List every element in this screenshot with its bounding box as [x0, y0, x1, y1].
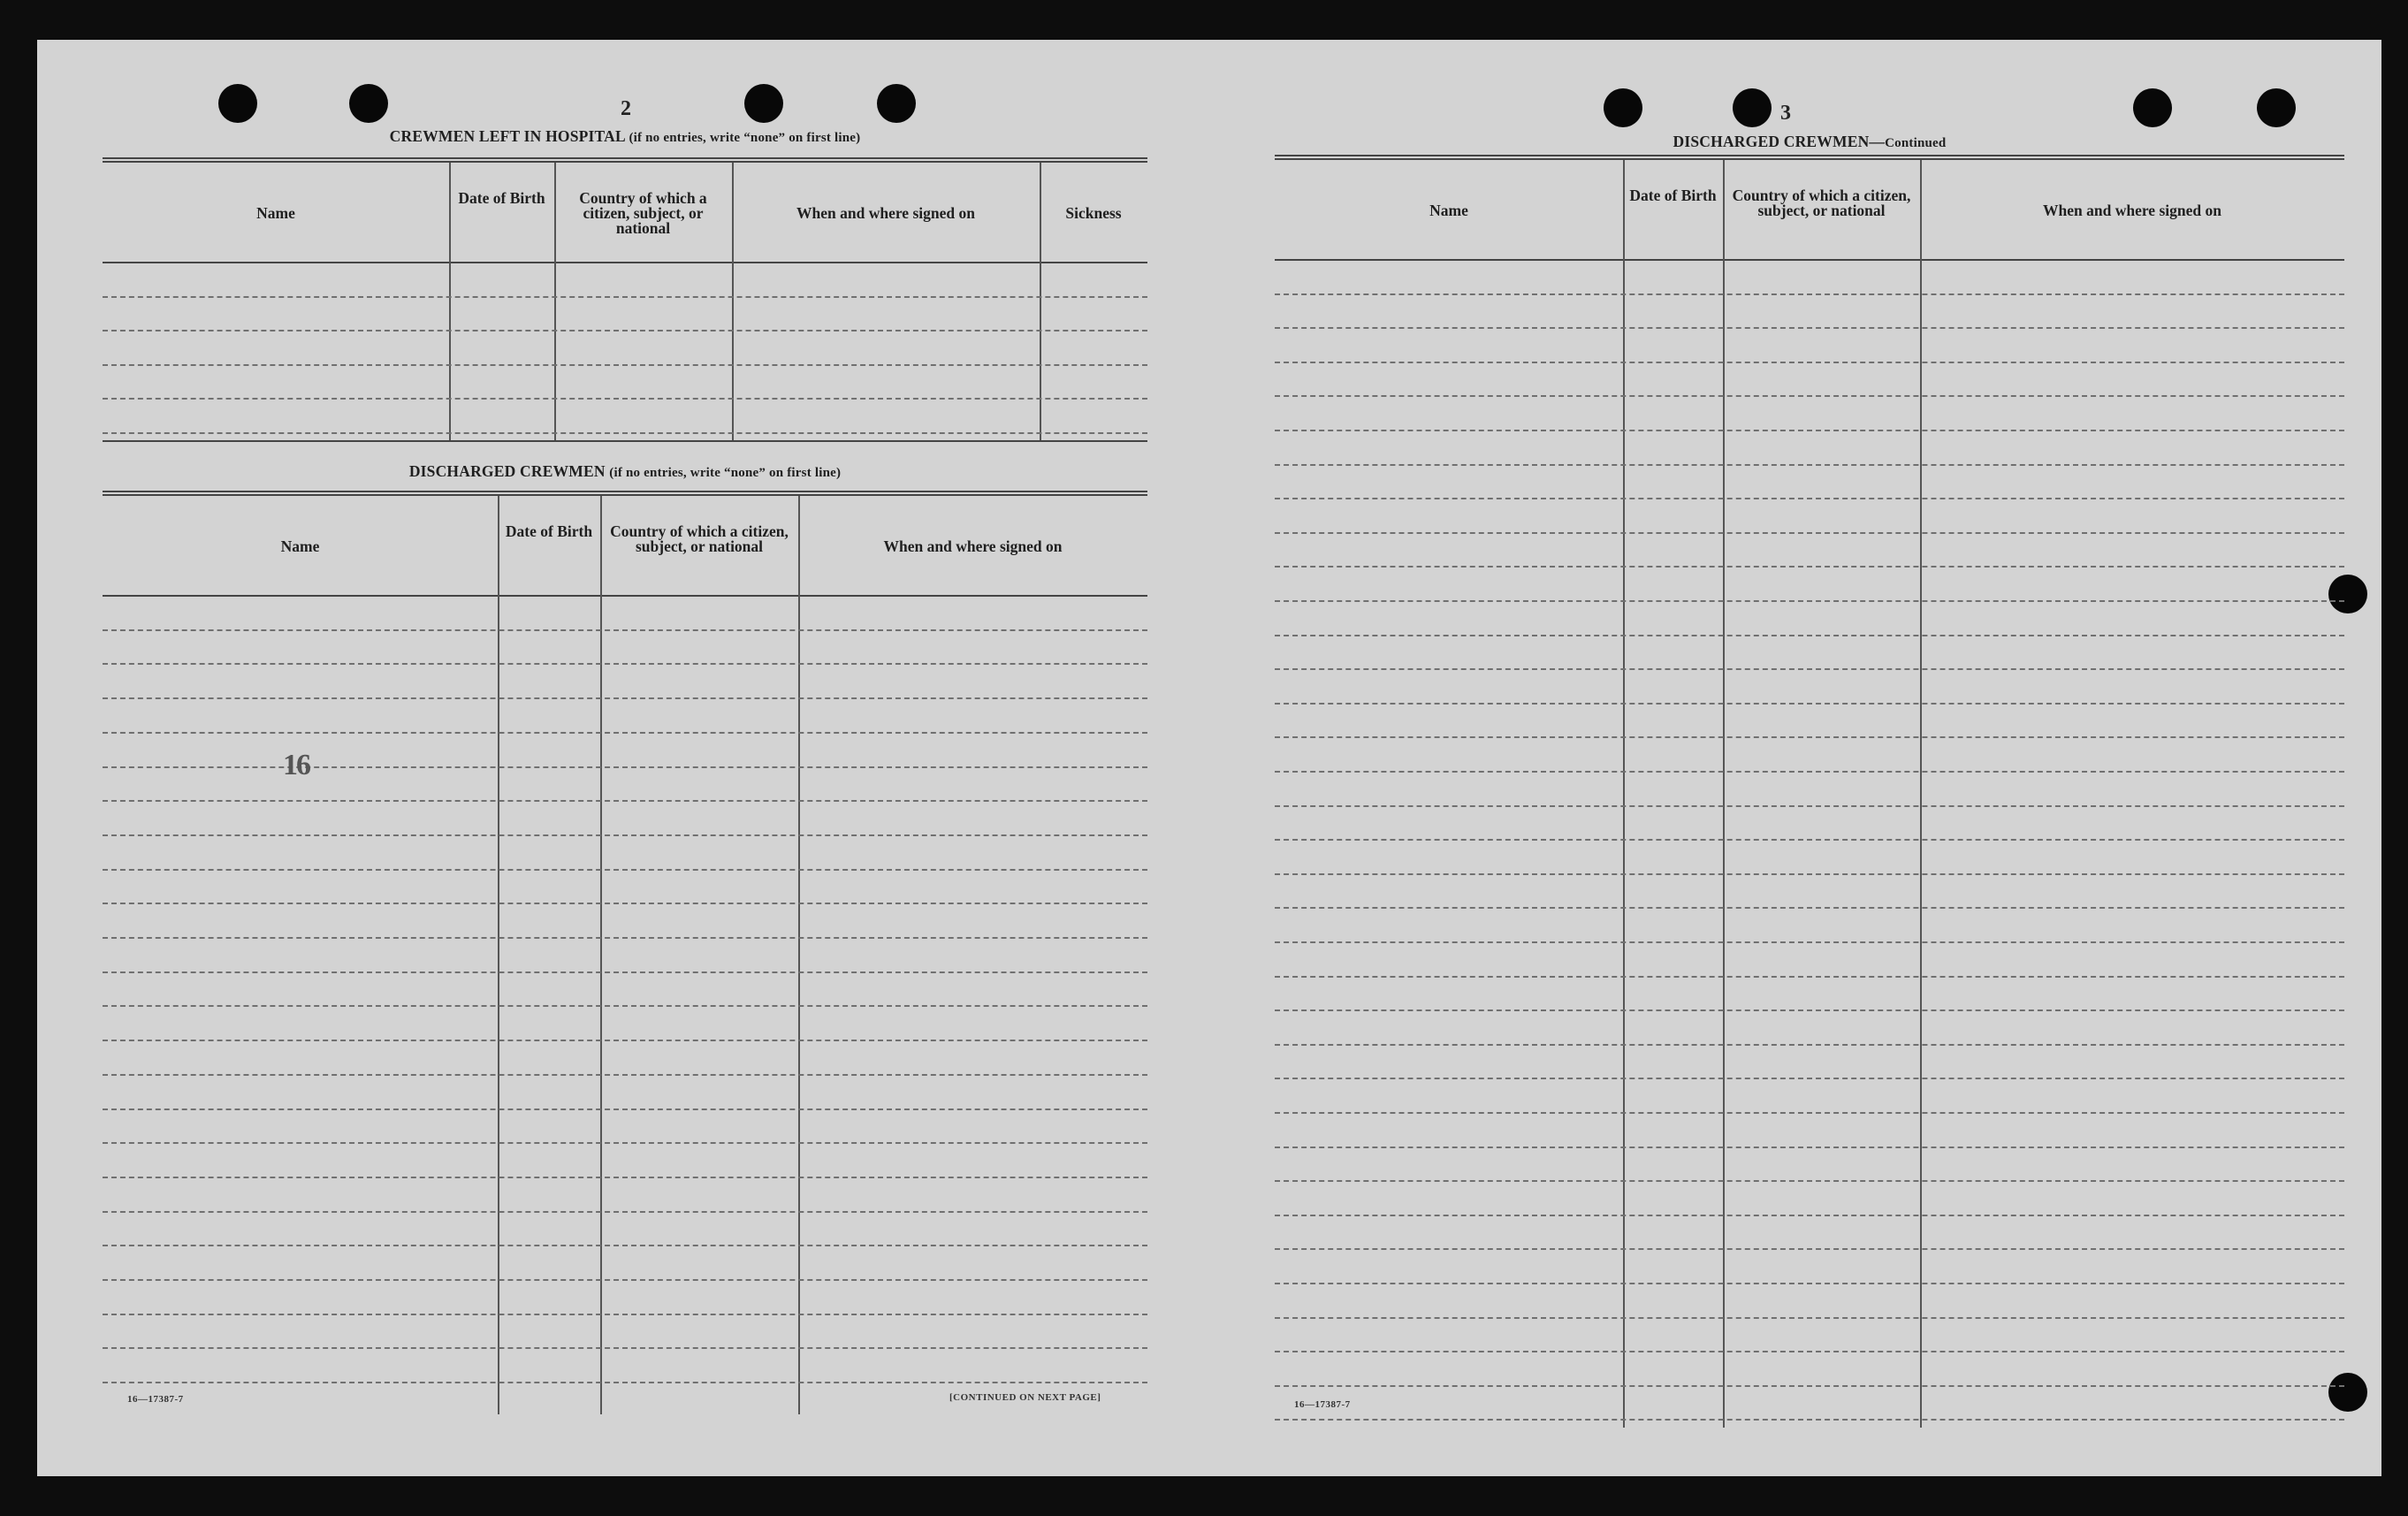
table-row [1275, 498, 2344, 499]
hospital-section-title [103, 127, 1147, 146]
table-row [103, 834, 1147, 836]
column-divider [498, 496, 499, 1414]
column-header: When and where signed on [796, 204, 975, 222]
table-row [1275, 1009, 2344, 1011]
table-row [1275, 1044, 2344, 1046]
column-header: Name [256, 204, 295, 222]
discharged-continued-table [1275, 155, 2344, 1435]
table-row [1275, 1385, 2344, 1387]
table-bottom-rule [103, 440, 1147, 442]
punch-hole [2133, 88, 2172, 127]
document-sheet [37, 40, 2381, 1476]
discharged-title-note: (if no entries, write “none” on first line) [609, 466, 842, 480]
punch-hole [2257, 88, 2296, 127]
table-row [1275, 1147, 2344, 1148]
table-row [103, 800, 1147, 802]
table-row [1275, 1419, 2344, 1421]
column-header: Country of which a citizen, subject, or national [610, 522, 789, 555]
table-row [103, 364, 1147, 366]
table-row [1275, 976, 2344, 978]
table-row [1275, 941, 2344, 943]
discharged-table [103, 491, 1147, 1428]
column-header: Date of Birth [505, 522, 593, 540]
table-row [1275, 532, 2344, 534]
form-number: 16—17387-7 [1294, 1399, 1351, 1410]
punch-hole [1604, 88, 1642, 127]
table-row [1275, 635, 2344, 636]
column-divider [798, 496, 800, 1414]
column-header: Date of Birth [458, 189, 545, 207]
table-row [103, 869, 1147, 871]
table-row [1275, 566, 2344, 568]
table-row [103, 1040, 1147, 1041]
table-row [103, 732, 1147, 734]
table-row [103, 663, 1147, 665]
column-header: Sickness [1065, 204, 1122, 222]
hospital-title-text: CREWMEN LEFT IN HOSPITAL [389, 127, 625, 145]
table-row [103, 296, 1147, 298]
column-header: When and where signed on [2043, 202, 2221, 219]
table-row [1275, 668, 2344, 670]
table-row [1275, 1215, 2344, 1216]
continued-title-suffix: Continued [1885, 136, 1947, 150]
table-row [1275, 873, 2344, 875]
table-row [1275, 907, 2344, 909]
discharged-continued-title [1275, 133, 2344, 151]
column-header: Country of which a citizen, subject, or national [579, 189, 707, 237]
table-row [103, 1382, 1147, 1383]
table-row [1275, 805, 2344, 807]
table-row [103, 330, 1147, 331]
hospital-title-note: (if no entries, write “none” on first line) [629, 131, 861, 145]
table-top-rule [1275, 155, 2344, 160]
table-row [1275, 1283, 2344, 1284]
table-row [103, 629, 1147, 631]
continued-title-text: DISCHARGED CREWMEN— [1673, 133, 1886, 150]
table-row [103, 971, 1147, 973]
table-row [103, 1005, 1147, 1007]
table-row [1275, 600, 2344, 602]
table-row [1275, 839, 2344, 841]
table-header-rule [1275, 259, 2344, 261]
table-row [103, 937, 1147, 939]
punch-hole [1733, 88, 1772, 127]
punch-hole [877, 84, 916, 123]
discharged-title-text: DISCHARGED CREWMEN [408, 462, 606, 480]
table-row [103, 903, 1147, 904]
table-row [1275, 771, 2344, 773]
table-row [103, 766, 1147, 768]
column-divider [1623, 160, 1625, 1428]
table-row [103, 1347, 1147, 1349]
column-header: When and where signed on [883, 537, 1063, 555]
table-header-rule [103, 595, 1147, 597]
form-number: 16—17387-7 [127, 1394, 184, 1405]
table-row [103, 1245, 1147, 1246]
table-row [1275, 1180, 2344, 1182]
continued-note: [CONTINUED ON NEXT PAGE] [949, 1392, 1101, 1403]
table-row [1275, 1112, 2344, 1114]
table-row [103, 1314, 1147, 1315]
column-header: Name [1429, 202, 1468, 219]
table-top-rule [103, 157, 1147, 163]
table-row [1275, 736, 2344, 738]
table-row [103, 1211, 1147, 1213]
table-header-rule [103, 262, 1147, 263]
table-row [1275, 430, 2344, 431]
page-number: 2 [621, 97, 631, 120]
column-divider [600, 496, 602, 1414]
table-row [103, 1108, 1147, 1110]
table-row [103, 1177, 1147, 1178]
table-row [1275, 703, 2344, 705]
table-row [1275, 362, 2344, 363]
handwritten-marking: 16 [283, 749, 309, 781]
table-row [1275, 1248, 2344, 1250]
table-row [1275, 395, 2344, 397]
column-header: Country of which a citizen, subject, or national [1732, 187, 1911, 219]
column-header: Date of Birth [1629, 187, 1717, 204]
table-row [1275, 327, 2344, 329]
table-row [103, 432, 1147, 434]
punch-hole [349, 84, 388, 123]
discharged-section-title [103, 462, 1147, 481]
column-divider [1723, 160, 1725, 1428]
page-number: 3 [1780, 102, 1791, 125]
table-row [103, 697, 1147, 699]
punch-hole [744, 84, 783, 123]
punch-hole [218, 84, 257, 123]
table-row [103, 1142, 1147, 1144]
table-row [103, 1279, 1147, 1281]
table-row [1275, 1351, 2344, 1352]
column-header: Name [280, 537, 320, 555]
hospital-table [103, 157, 1147, 440]
table-row [1275, 1078, 2344, 1079]
table-row [1275, 293, 2344, 295]
table-row [103, 1074, 1147, 1076]
table-top-rule [103, 491, 1147, 496]
table-row [103, 398, 1147, 400]
table-row [1275, 464, 2344, 466]
column-divider [1920, 160, 1922, 1428]
table-row [1275, 1317, 2344, 1319]
